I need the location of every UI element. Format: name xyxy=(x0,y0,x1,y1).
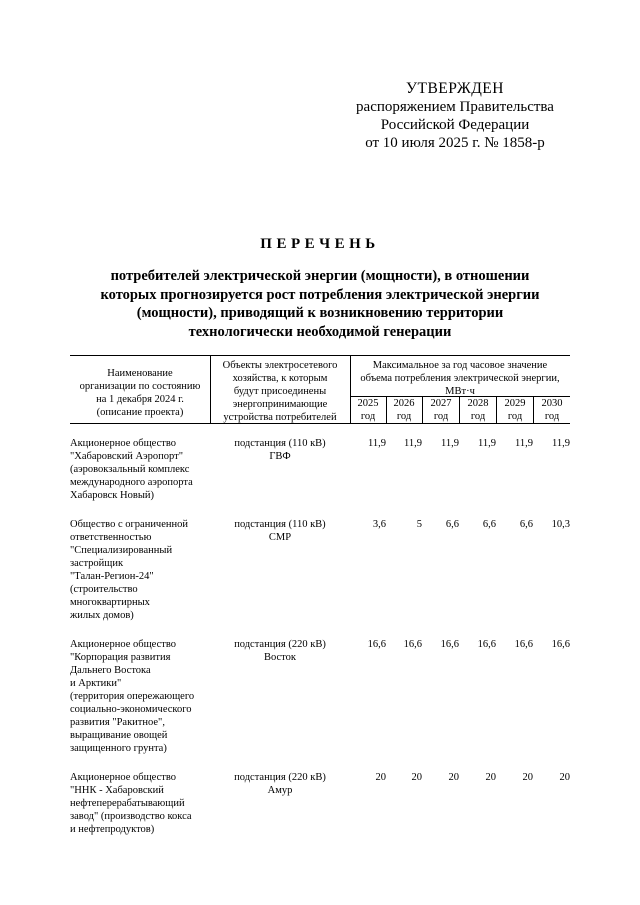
header-max-line: МВт·ч xyxy=(445,386,475,397)
row-name-line: Хабаровск Новый) xyxy=(70,490,154,501)
document-heading xyxy=(70,236,570,341)
row-value-2026: 20 xyxy=(411,772,422,783)
row-value-2028: 16,6 xyxy=(477,639,496,650)
year-unit: год xyxy=(470,411,486,422)
year-label: 2030 xyxy=(541,398,563,409)
header-name-line: Наименование xyxy=(107,368,173,379)
year-unit: год xyxy=(360,411,376,422)
row-grid-object xyxy=(210,638,350,664)
header-year-2029 xyxy=(497,397,533,423)
document-subtitle: потребителей электрической энергии (мощности), в отношении которых прогнозируется рост потребления электрической энергии (мощности), приводящий к возникновению территории технологически необходимой генерации xyxy=(100,268,540,340)
row-name-line: (строительство xyxy=(70,584,138,595)
row-organization xyxy=(70,771,208,836)
table-row xyxy=(70,771,570,836)
row-name-line: Общество с ограниченной xyxy=(70,519,188,530)
row-name-line: "ННК - Хабаровский xyxy=(70,785,164,796)
document-title: ПЕРЕЧЕНЬ xyxy=(260,236,380,252)
row-name-line: и нефтепродуктов) xyxy=(70,824,155,835)
row-grid-object xyxy=(210,518,350,544)
row-organization xyxy=(70,437,208,502)
row-value-2029: 16,6 xyxy=(514,639,533,650)
row-name-line: социально-экономического xyxy=(70,704,192,715)
header-bottom-rule xyxy=(70,423,570,424)
header-year-2026 xyxy=(386,397,422,423)
row-name-line: (аэровокзальный комплекс xyxy=(70,464,190,475)
header-year-2030 xyxy=(534,397,570,423)
row-name-line: Акционерное общество xyxy=(70,772,176,783)
row-value-2029: 20 xyxy=(522,772,533,783)
row-value-2030: 10,3 xyxy=(551,519,570,530)
row-value-2025: 16,6 xyxy=(367,639,386,650)
row-object-line: подстанция (110 кВ) xyxy=(234,519,326,530)
header-objects-line: хозяйства, к которым xyxy=(232,373,328,384)
row-name-line: "Талан-Регион-24" xyxy=(70,571,154,582)
row-name-line: ответственностью xyxy=(70,532,152,543)
row-value-2026: 16,6 xyxy=(403,639,422,650)
row-value-2029: 6,6 xyxy=(519,519,533,530)
row-name-line: нефтеперерабатывающий xyxy=(70,798,185,809)
row-name-line: многоквартирных xyxy=(70,597,150,608)
row-value-2026: 11,9 xyxy=(404,438,422,449)
table-body xyxy=(70,425,570,836)
row-value-2027: 6,6 xyxy=(445,519,459,530)
row-name-line: защищенного грунта) xyxy=(70,743,167,754)
header-objects-line: устройства потребителей xyxy=(223,412,337,423)
header-max-line: объема потребления электрической энергии, xyxy=(360,373,560,384)
table-row xyxy=(70,518,570,622)
row-name-line: выращивание овощей xyxy=(70,730,168,741)
table-header xyxy=(70,355,570,423)
header-year-2028 xyxy=(460,397,496,423)
year-unit: год xyxy=(396,411,412,422)
row-value-2030: 11,9 xyxy=(552,438,570,449)
year-label: 2028 xyxy=(467,398,489,409)
header-objects-column xyxy=(210,359,350,424)
header-name-column xyxy=(70,367,210,419)
row-value-2029: 11,9 xyxy=(515,438,533,449)
row-object-line: СМР xyxy=(268,532,292,543)
table-row xyxy=(70,437,570,502)
approval-line-3: от 10 июля 2025 г. № 1858-р xyxy=(365,135,545,151)
header-year-2027 xyxy=(423,397,459,423)
row-value-2025: 20 xyxy=(375,772,386,783)
approval-line-1: распоряжением Правительства xyxy=(356,99,554,115)
row-name-line: "Специализированный xyxy=(70,545,173,556)
row-value-2025: 11,9 xyxy=(368,438,386,449)
year-unit: год xyxy=(507,411,523,422)
header-name-line: организации по состоянию xyxy=(79,381,201,392)
row-name-line: "Корпорация развития xyxy=(70,652,171,663)
header-objects-line: Объекты электросетевого xyxy=(222,360,338,371)
header-name-line: (описание проекта) xyxy=(96,407,184,418)
year-label: 2026 xyxy=(393,398,415,409)
row-organization xyxy=(70,638,208,755)
table-row xyxy=(70,638,570,755)
row-value-2027: 20 xyxy=(448,772,459,783)
approval-line-2: Российской Федерации xyxy=(380,117,530,133)
row-value-2027: 11,9 xyxy=(441,438,459,449)
row-name-line: развития "Ракитное", xyxy=(70,717,165,728)
row-value-2025: 3,6 xyxy=(372,519,386,530)
row-object-line: Восток xyxy=(264,652,296,663)
header-objects-line: будут присоединены xyxy=(233,386,327,397)
approval-block xyxy=(340,80,570,152)
row-value-2028: 6,6 xyxy=(482,519,496,530)
consumers-table xyxy=(70,355,570,835)
row-value-2026: 5 xyxy=(416,519,422,530)
header-objects-line: энергопринимающие xyxy=(232,399,328,410)
row-organization xyxy=(70,518,208,622)
year-unit: год xyxy=(433,411,449,422)
row-name-line: Акционерное общество xyxy=(70,438,176,449)
row-name-line: (территория опережающего xyxy=(70,691,195,702)
row-object-line: подстанция (220 кВ) xyxy=(234,639,326,650)
row-object-line: подстанция (110 кВ) xyxy=(234,438,326,449)
row-name-line: международного аэропорта xyxy=(70,477,193,488)
row-value-2028: 11,9 xyxy=(478,438,496,449)
year-label: 2029 xyxy=(504,398,526,409)
row-grid-object xyxy=(210,437,350,463)
header-max-line: Максимальное за год часовое значение xyxy=(372,360,548,371)
row-value-2030: 20 xyxy=(559,772,570,783)
approval-title: УТВЕРЖДЕН xyxy=(406,80,504,97)
row-object-line: подстанция (220 кВ) xyxy=(234,772,326,783)
year-label: 2025 xyxy=(357,398,379,409)
row-name-line: жилых домов) xyxy=(70,610,134,621)
row-name-line: "Хабаровский Аэропорт" xyxy=(70,451,183,462)
header-year-2025 xyxy=(350,397,386,423)
year-unit: год xyxy=(544,411,560,422)
row-name-line: Дальнего Востока xyxy=(70,665,151,676)
row-value-2027: 16,6 xyxy=(440,639,459,650)
row-name-line: завод" (производство кокса xyxy=(70,811,192,822)
row-value-2030: 16,6 xyxy=(551,639,570,650)
row-object-line: Амур xyxy=(267,785,293,796)
year-label: 2027 xyxy=(430,398,452,409)
row-name-line: застройщик xyxy=(70,558,124,569)
row-object-line: ГВФ xyxy=(269,451,291,462)
row-name-line: Акционерное общество xyxy=(70,639,176,650)
row-value-2028: 20 xyxy=(485,772,496,783)
row-name-line: и Арктики" xyxy=(70,678,122,689)
row-grid-object xyxy=(210,771,350,797)
header-max-column xyxy=(350,359,570,398)
header-name-line: на 1 декабря 2024 г. xyxy=(96,394,184,405)
